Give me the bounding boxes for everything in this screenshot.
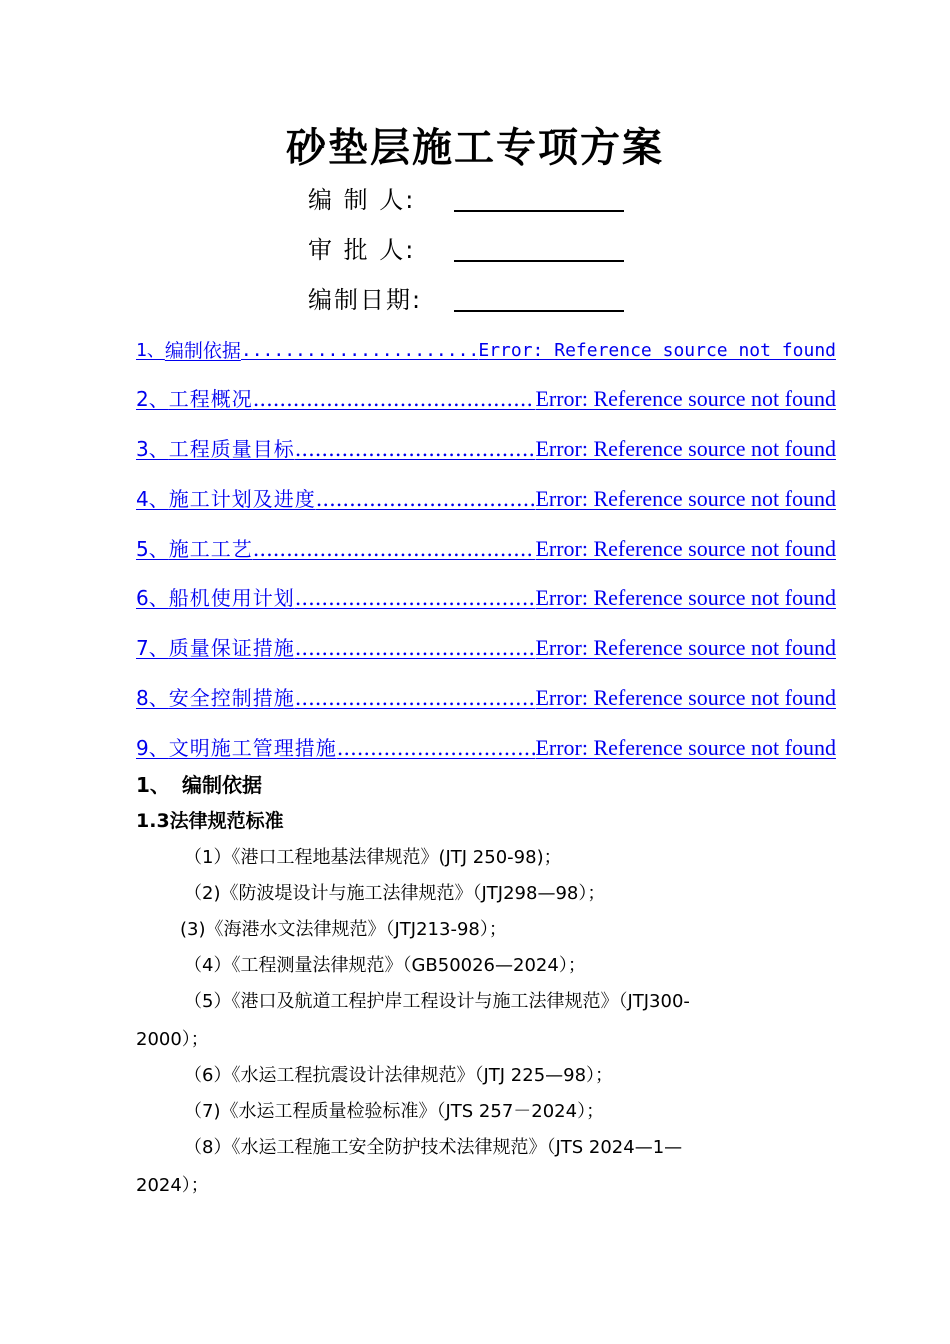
toc-num: 2、 <box>136 387 169 411</box>
approver-row <box>308 232 444 268</box>
toc-num: 7、 <box>136 636 169 660</box>
toc-link-1[interactable] <box>136 336 836 366</box>
compiler-label: 编 制 人: <box>308 186 416 214</box>
toc-ref: Error: Reference source not found <box>535 635 836 660</box>
toc-text: 工程质量目标 <box>168 437 295 461</box>
toc-leader-dots <box>253 384 536 414</box>
toc-leader-dots <box>295 434 536 464</box>
toc-text: 工程概况 <box>168 387 253 411</box>
section-number: 1、 <box>136 773 170 797</box>
toc-leader-dots <box>295 633 536 663</box>
toc-link-3[interactable] <box>136 434 836 464</box>
toc-num: 8、 <box>136 686 169 710</box>
toc-num: 5、 <box>136 537 169 561</box>
toc-ref: Error: Reference source not found <box>535 685 836 710</box>
toc-text: 质量保证措施 <box>168 636 295 660</box>
toc-text: 船机使用计划 <box>168 586 295 610</box>
toc-text: 文明施工管理措施 <box>168 736 337 760</box>
compiler-blank-line <box>454 210 624 212</box>
toc-link-6[interactable] <box>136 583 836 613</box>
toc-ref: Error: Reference source not found <box>535 585 836 610</box>
date-blank-line <box>454 310 624 312</box>
toc-text: 安全控制措施 <box>168 686 295 710</box>
toc-ref: Error: Reference source not found <box>535 536 836 561</box>
date-label: 编制日期: <box>308 286 423 314</box>
toc-text: 施工工艺 <box>168 537 253 561</box>
reference-item-continued: 2024）； <box>136 1175 209 1196</box>
reference-item: （5）《港口及航道工程护岸工程设计与施工法律规范》（JTJ300- <box>184 991 690 1012</box>
reference-item: （2)《防波堤设计与施工法律规范》（JTJ298—98）； <box>184 883 606 904</box>
subsection-heading: 1.3法律规范标准 <box>136 810 284 832</box>
toc-leader-dots <box>295 583 536 613</box>
compiler-row <box>308 182 444 218</box>
toc-num: 9、 <box>136 736 169 760</box>
toc-leader-dots <box>337 733 536 763</box>
approver-blank-line <box>454 260 624 262</box>
reference-item: (3)《海港水文法律规范》（JTJ213-98）； <box>180 919 507 940</box>
date-row <box>308 282 444 318</box>
approver-label: 审 批 人: <box>308 236 416 264</box>
toc-num: 1、 <box>136 340 165 361</box>
toc-ref: Error: Reference source not found <box>535 436 836 461</box>
toc-num: 6、 <box>136 586 169 610</box>
toc-num: 3、 <box>136 437 169 461</box>
toc-leader-dots <box>253 534 536 564</box>
toc-text: 编制依据 <box>164 340 241 362</box>
reference-item-continued: 2000）； <box>136 1029 209 1050</box>
toc-ref: Error: Reference source not found <box>478 340 836 361</box>
toc-ref: Error: Reference source not found <box>535 386 836 411</box>
document-title: 砂垫层施工专项方案 <box>286 125 664 171</box>
reference-item: （6）《水运工程抗震设计法律规范》（JTJ 225—98）； <box>184 1065 614 1086</box>
toc-leader-dots <box>241 336 479 366</box>
toc-text: 施工计划及进度 <box>168 487 316 511</box>
toc-leader-dots <box>316 484 536 514</box>
reference-item: （8）《水运工程施工安全防护技术法律规范》（JTS 2024—1— <box>184 1137 683 1158</box>
toc-ref: Error: Reference source not found <box>535 735 836 760</box>
toc-ref: Error: Reference source not found <box>535 486 836 511</box>
toc-link-9[interactable] <box>136 733 836 763</box>
reference-item: （1）《港口工程地基法律规范》(JTJ 250-98)； <box>184 847 562 868</box>
toc-link-8[interactable] <box>136 683 836 713</box>
toc-link-5[interactable] <box>136 534 836 564</box>
toc-link-7[interactable] <box>136 633 836 663</box>
reference-item: （4）《工程测量法律规范》（GB50026—2024）； <box>184 955 586 976</box>
section-heading <box>136 770 262 800</box>
toc-leader-dots <box>295 683 536 713</box>
toc-num: 4、 <box>136 487 169 511</box>
reference-item: （7)《水运工程质量检验标准》（JTS 257－2024）； <box>184 1101 605 1122</box>
section-title: 编制依据 <box>182 773 262 797</box>
toc-link-2[interactable] <box>136 384 836 414</box>
toc-link-4[interactable] <box>136 484 836 514</box>
